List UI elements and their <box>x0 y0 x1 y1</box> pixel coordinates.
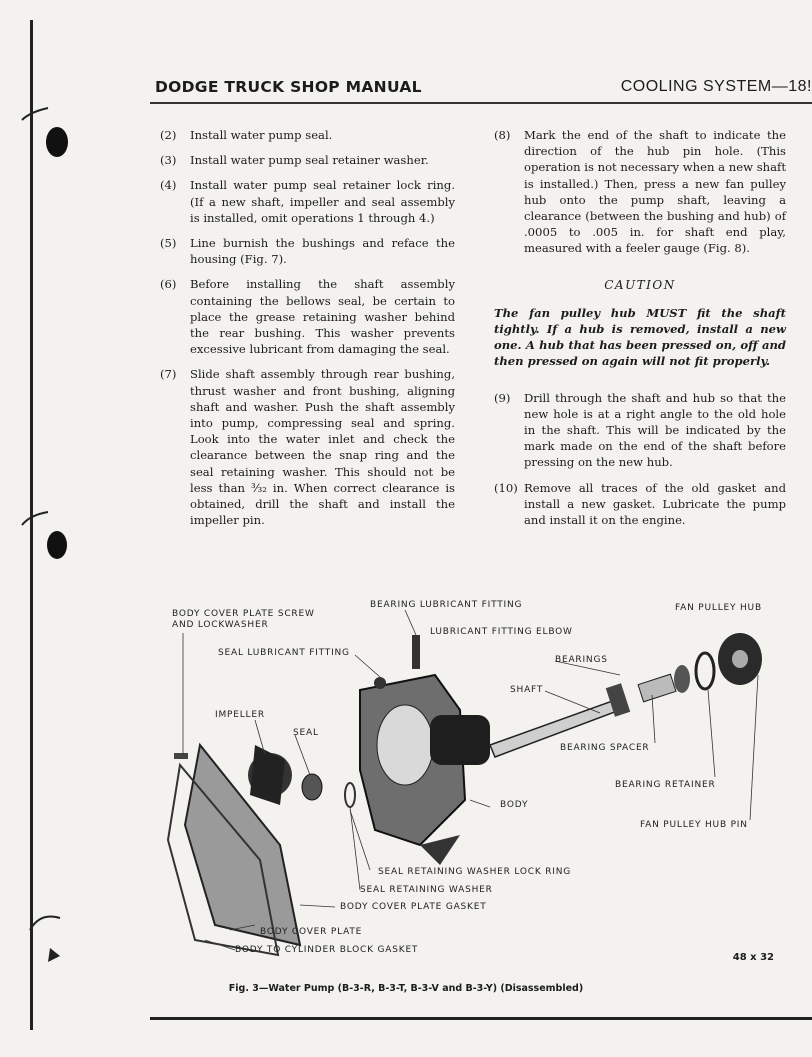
right-column <box>494 127 786 537</box>
label-seal-lubricant-fitting: SEAL LUBRICANT FITTING <box>218 648 350 658</box>
section-title: COOLING SYSTEM—18! <box>620 78 812 95</box>
label-bearing-lubricant-fitting: BEARING LUBRICANT FITTING <box>370 600 523 610</box>
caution-text: The fan pulley hub MUST fit the shaft tightly. If a hub is removed, install a new one. A hub that has been pressed on, off and then pressed on again will not fit properly. <box>494 305 786 369</box>
punch-hole-top <box>46 127 68 157</box>
label-body-to-cylinder-block-gasket: BODY TO CYLINDER BLOCK GASKET <box>235 945 419 955</box>
bearing-spacer-shape <box>638 674 676 702</box>
label-bearings: BEARINGS <box>555 655 608 665</box>
label-seal-retaining-washer: SEAL RETAINING WASHER <box>360 885 493 895</box>
label-seal: SEAL <box>293 728 319 738</box>
left-column <box>160 127 455 537</box>
label-body: BODY <box>500 800 529 810</box>
label-lubricant-fitting-elbow: LUBRICANT FITTING ELBOW <box>430 627 573 637</box>
label-bearing-retainer: BEARING RETAINER <box>615 780 716 790</box>
label-body-cover-plate: BODY COVER PLATE <box>260 927 363 937</box>
step-5: (5) Line burnish the bushings and reface the housing (Fig. 7). <box>160 236 455 267</box>
caution-title: CAUTION <box>604 277 676 292</box>
label-body-cover-plate-gasket: BODY COVER PLATE GASKET <box>340 902 487 912</box>
step-4: (4) Install water pump seal retainer lock ring. (If a new shaft, impeller and seal assembly is installed, omit operations 1 through 4.) <box>160 178 455 225</box>
binder-margin <box>0 0 70 1053</box>
step-9: (9) Drill through the shaft and hub so that the new hole is at a right angle to the old hole in the shaft. This will be indicated by the mark made on the end of the shaft before pressing on the new hub. <box>494 390 786 470</box>
figure-number: 48 x 32 <box>732 952 774 963</box>
step-7: (7) Slide shaft assembly through rear bushing, thrust washer and front bushing, aligning shaft and washer. Push the shaft assembly into pump, compressing seal and spring. Look into the water inlet and check the clearance between the snap ring and the seal retaining washer. This should not be less than ³⁄₃₂ in. When correct clearance is obtained, drill the shaft and install the impeller pin. <box>160 367 455 528</box>
bottom-rule <box>150 1017 812 1020</box>
label-shaft: SHAFT <box>510 685 544 695</box>
step-8: (8) Mark the end of the shaft to indicate the direction of the hub pin hole. (This operation is not necessary when a new shaft is installed.) Then, press a new fan pulley hub onto the pump shaft, leaving a clearance (between the bushing and hub) of .0005 to .005 in. for shaft end play, measured with a feeler gauge (Fig. 8). <box>494 128 786 256</box>
step-3: (3) Install water pump seal retainer washer. <box>160 153 429 168</box>
label-and-lockwasher: AND LOCKWASHER <box>172 620 269 630</box>
step-6: (6) Before installing the shaft assembly containing the bellows seal, be certain to place the grease retaining washer behind the rear bushing. This washer prevents excessive lubricant from damaging the seal. <box>160 277 455 357</box>
label-impeller: IMPELLER <box>215 710 265 720</box>
label-fan-pulley-hub: FAN PULLEY HUB <box>675 603 762 613</box>
label-fan-pulley-hub-pin: FAN PULLEY HUB PIN <box>640 820 748 830</box>
header-rule <box>150 102 812 104</box>
label-bearing-spacer: BEARING SPACER <box>560 743 650 753</box>
label-seal-retaining-washer-lock-ring: SEAL RETAINING WASHER LOCK RING <box>378 867 572 877</box>
page-header <box>150 76 812 100</box>
step-10: (10) Remove all traces of the old gasket and install a new gasket. Lubricate the pump and install it on the engine. <box>494 480 786 528</box>
bearing-retainer-shape <box>696 653 714 689</box>
punch-hole-middle <box>47 531 67 559</box>
water-pump-figure <box>160 595 800 975</box>
figure-caption: Fig. 3—Water Pump (B-3-R, B-3-T, B-3-V and B-3-Y) (Disassembled) <box>228 983 584 994</box>
step-2: (2) Install water pump seal. <box>160 128 333 142</box>
binder-holes <box>0 0 70 1053</box>
manual-title: DODGE TRUCK SHOP MANUAL <box>155 78 422 96</box>
label-body-cover-plate-screw: BODY COVER PLATE SCREW <box>172 609 315 619</box>
